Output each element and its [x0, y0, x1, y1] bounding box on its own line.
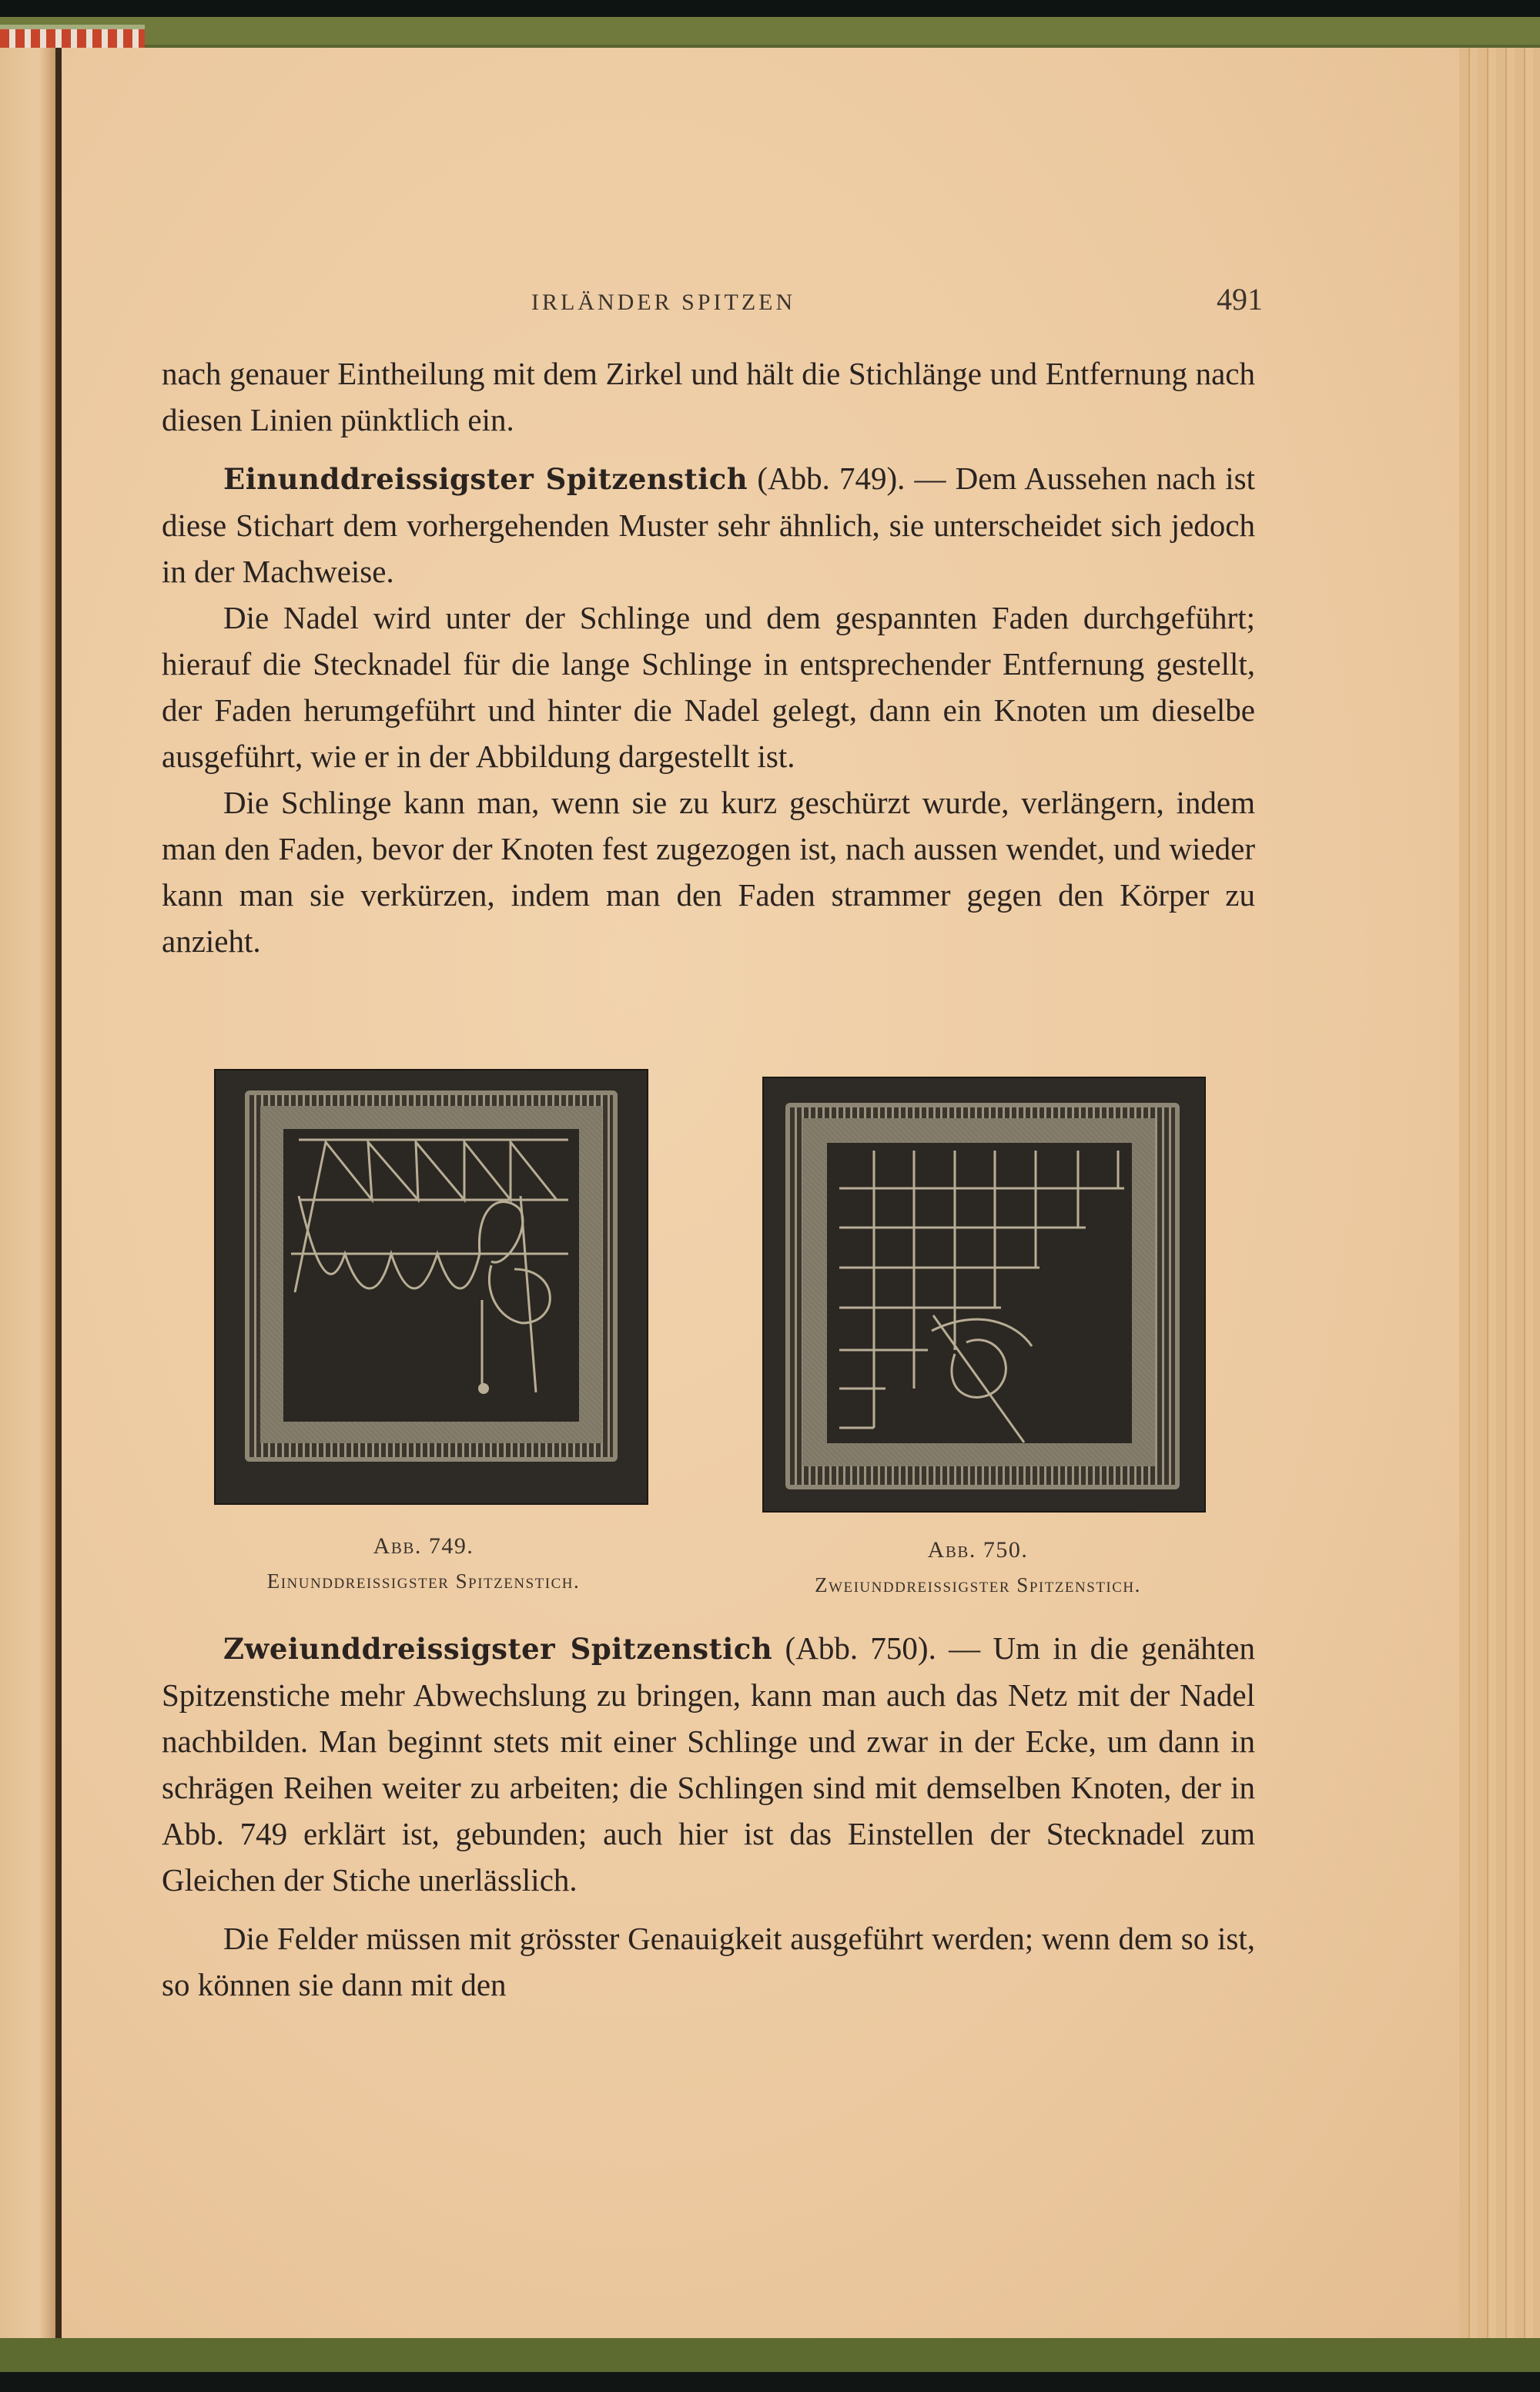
book-cover-bottom: [0, 2338, 1540, 2392]
page-number: 491: [1217, 282, 1263, 317]
paragraph: Die Nadel wird unter der Schlinge und dem gespannten Faden durchgeführt; hierauf die Stecknadel für die lange Schlinge in entsprechender Entfernung gestellt, der Faden herumgeführt und hinter die Nadel gelegt, dann ein Knoten um dieselbe ausgeführt, wie er in der Abbildung dargestellt ist.: [162, 600, 1255, 774]
lace-square-net-icon: [762, 1077, 1206, 1513]
figure-750-caption: [724, 1533, 1232, 1602]
paragraph-stitch-32: [162, 1625, 1255, 1903]
previous-page-edge: [0, 48, 55, 2350]
paragraph-stitch-31: [162, 455, 1255, 595]
paragraph: Die Schlinge kann man, wenn sie zu kurz geschürzt wurde, verlängern, indem man den Faden, bevor der Knoten fest zugezogen ist, nach aussen wendet, und wieder kann man sie verkürzen, indem man den Faden strammer gegen den Körper zu anzieht.: [162, 785, 1255, 959]
paragraph: nach genauer Eintheilung mit dem Zirkel und hält die Stichlänge und Entfernung nach diesen Linien pünktlich ein.: [162, 356, 1255, 437]
figure-749-caption: [177, 1529, 670, 1598]
paragraph-text: (Abb. 750). — Um in die genähten Spitzenstiche mehr Abwechslung zu bringen, kann man auch das Netz mit der Nadel nachbilden. Man beginnt stets mit einer Schlinge und zwar in der Ecke, um dann in schrägen Reihen weiter zu arbeiten; die Schlingen sind mit demselben Knoten, der in Abb. 749 erklärt ist, gebunden; auch hier ist das Einstellen der Stecknadel zum Gleichen der Stiche unerlässlich.: [162, 1630, 1255, 1898]
figure-title: Einunddreissigster Spitzenstich.: [266, 1570, 581, 1593]
gutter: [55, 48, 62, 2347]
figure-number: Abb. 749.: [373, 1533, 474, 1559]
running-title: IRLÄNDER SPITZEN: [531, 290, 796, 315]
running-head: [531, 281, 1263, 317]
book-cover-top: [0, 0, 1540, 48]
text-block-top: [162, 350, 1255, 964]
page-stack-edge: [1459, 48, 1540, 2350]
section-term: Zweiunddreissigster Spitzenstich: [223, 1632, 773, 1666]
section-term: Einunddreissigster Spitzenstich: [223, 462, 748, 496]
figure-749-image: [214, 1069, 648, 1505]
lace-triangle-net-icon: [214, 1069, 648, 1505]
paragraph: Die Felder müssen mit grösster Genauigkeit ausgeführt werden; wenn dem so ist, so können sie dann mit den: [162, 1921, 1255, 2002]
figure-750-image: [762, 1077, 1206, 1513]
headband: [0, 25, 145, 51]
text-block-bottom: [162, 1625, 1255, 2008]
figure-title: Zweiunddreissigster Spitzenstich.: [815, 1573, 1141, 1596]
figure-number: Abb. 750.: [927, 1537, 1029, 1563]
paragraph-text: (Abb. 749). — Dem Aussehen nach ist diese Stichart dem vorhergehenden Muster sehr ähnlich, sie unterscheidet sich jedoch in der Machweise.: [162, 461, 1255, 589]
